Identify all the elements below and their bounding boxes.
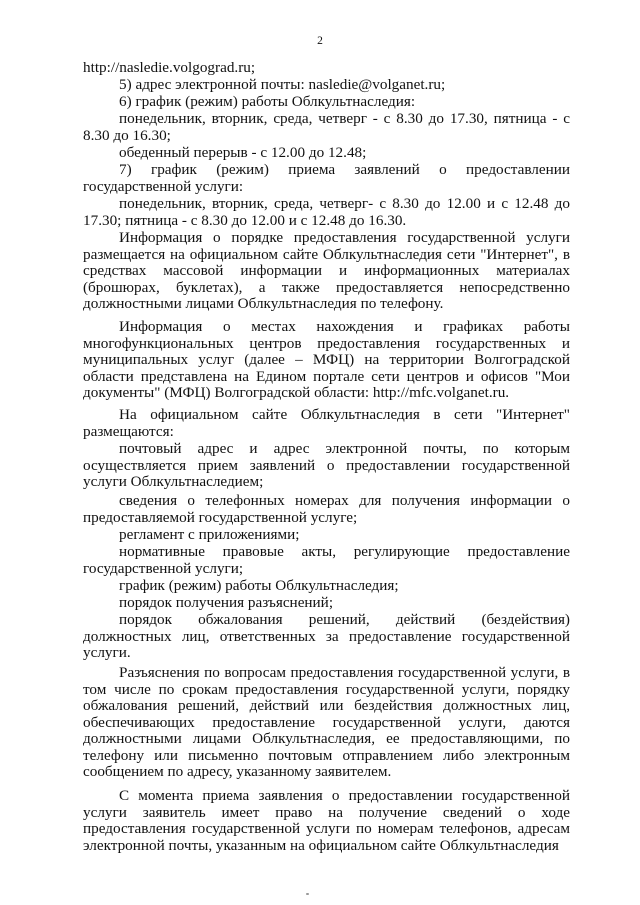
site-contents-intro: На официальном сайте Облкультнаследия в сети "Интернет" размещаются: <box>83 406 570 440</box>
regulation-item: регламент с приложениями; <box>119 526 300 543</box>
info-procedure-paragraph: Информация о порядке предоставления государственной услуги размещается на официальном сайте Облкультнаследия сети "Интернет", в средствах массовой информации и информационных материалах (брошюрах, буклетах), а также предоставляется непосредственно должностными лицами Облкультнаследия по телефону. <box>83 229 570 312</box>
lunch-break: обеденный перерыв - с 12.00 до 12.48; <box>119 144 367 161</box>
website-url-line: http://nasledie.volgograd.ru; <box>83 59 256 76</box>
scan-speck <box>306 893 309 895</box>
work-schedule-days: понедельник, вторник, среда, четверг - с 8.30 до 17.30, пятница - с 8.30 до 16.30; <box>83 110 570 144</box>
email-address-item: 5) адрес электронной почты: nasledie@volganet.ru; <box>119 76 446 93</box>
reception-schedule-heading: 7) график (режим) приема заявлений о предоставлении государственной услуги: <box>83 161 570 195</box>
clarifications-item: порядок получения разъяснений; <box>119 594 334 611</box>
appeal-procedure-item: порядок обжалования решений, действий (бездействия) должностных лиц, ответственных за предоставление государственной услуги. <box>83 611 570 661</box>
reception-schedule-days: понедельник, вторник, среда, четверг- с 8.30 до 12.00 и с 12.48 до 17.30; пятница - с 8.30 до 12.00 и с 12.48 до 16.30. <box>83 195 570 229</box>
phone-numbers-item: сведения о телефонных номерах для получения информации о предоставляемой государственной услуге; <box>83 492 570 526</box>
clarifications-paragraph: Разъяснения по вопросам предоставления государственной услуги, в том числе по срокам предоставления государственной услуги, порядку обжалования решений, действий или бездействия должностных лиц, обеспечивающих предоставление государственной услуги, даются должностными лицами Облкультнаследия, ее предоставляющими, по телефону или письменно почтовым отправлением либо электронным сообщением по адресу, указанному заявителем. <box>83 664 570 780</box>
schedule-item: график (режим) работы Облкультнаследия; <box>119 577 399 594</box>
page-number: 2 <box>317 35 323 47</box>
mfc-info-paragraph: Информация о местах нахождения и графиках работы многофункциональных центров предоставления государственных и муниципальных услуг (далее – МФЦ) на территории Волгоградской области представлена на Едином портале сети центров и офисов "Мои документы" (МФЦ) Волгоградской области: http://mfc.volganet.ru. <box>83 318 570 401</box>
work-schedule-heading: 6) график (режим) работы Облкультнаследия: <box>119 93 416 110</box>
legal-acts-item: нормативные правовые акты, регулирующие предоставление государственной услуги; <box>83 543 570 577</box>
status-tracking-paragraph: С момента приема заявления о предоставлении государственной услуги заявитель имеет право на получение сведений о ходе предоставления государственной услуги по номерам телефонов, адресам электронной почты, указанным на официальном сайте Облкультнаследия <box>83 787 570 854</box>
postal-address-item: почтовый адрес и адрес электронной почты, по которым осуществляется прием заявлений о предоставлении государственной услуги Облкультнаследием; <box>83 440 570 490</box>
